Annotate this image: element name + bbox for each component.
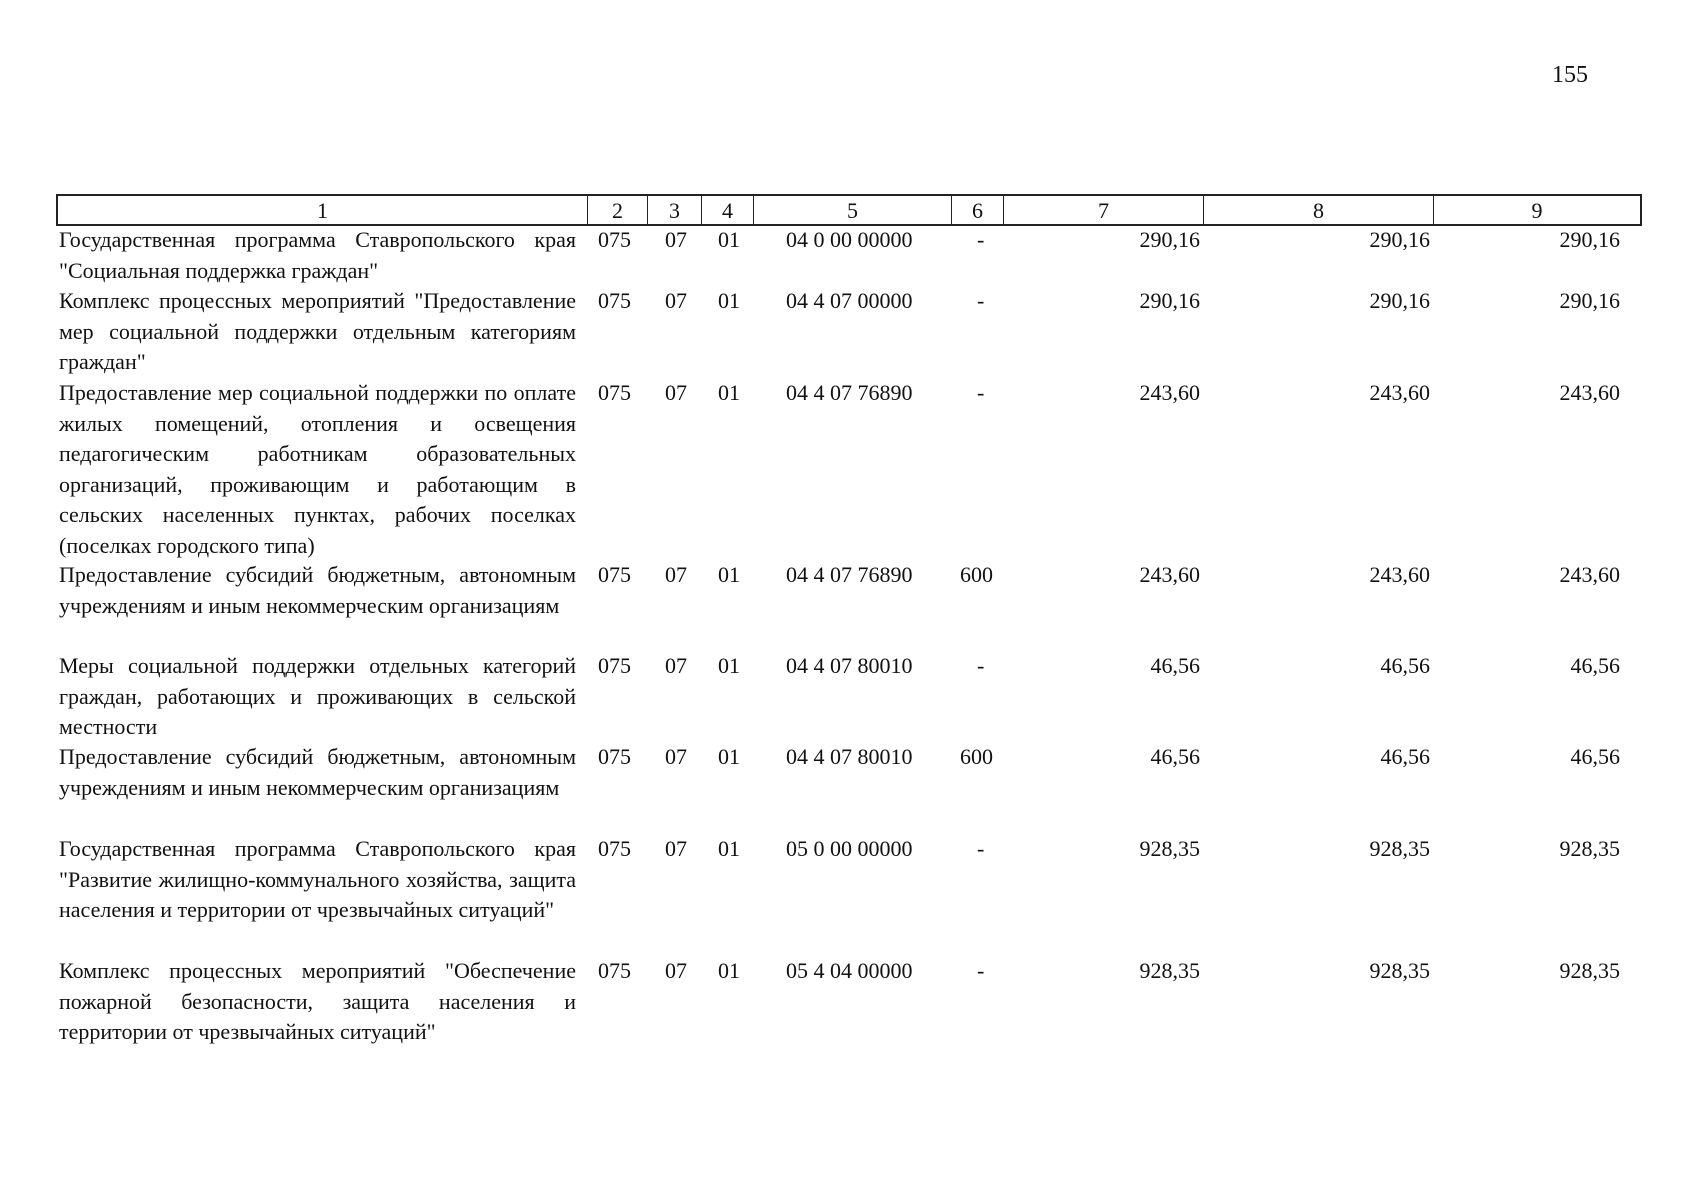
row-col-6: - bbox=[977, 380, 985, 405]
row-col-7: 46,56 bbox=[1150, 653, 1200, 678]
row-col-9: 290,16 bbox=[1559, 288, 1620, 313]
row-col-6: 600 bbox=[960, 562, 993, 587]
row-col-7: 46,56 bbox=[1150, 744, 1200, 769]
row-col-8: 243,60 bbox=[1369, 380, 1430, 405]
row-col-6: - bbox=[977, 958, 985, 983]
row-col-7: 290,16 bbox=[1139, 288, 1200, 313]
row-name: Предоставление мер социальной поддержки по оплате жилых помещений, отопления и освещения педагогическим работникам образовательных организаций, проживающим и работающим в сельских населенных пунктах, рабочих поселках (поселках городского типа) bbox=[59, 380, 576, 558]
row-col-9: 290,16 bbox=[1559, 227, 1620, 252]
row-col-7: 928,35 bbox=[1139, 836, 1200, 861]
header-col-6: 6 bbox=[952, 196, 1004, 224]
row-col-4: 01 bbox=[718, 288, 740, 313]
row-col-5: 04 4 07 00000 bbox=[786, 288, 913, 313]
row-col-6: - bbox=[977, 227, 985, 252]
row-name: Предоставление субсидий бюджетным, автономным учреждениям и иным некоммерческим организациям bbox=[59, 562, 576, 618]
row-col-8: 46,56 bbox=[1380, 744, 1430, 769]
row-col-6: - bbox=[977, 288, 985, 313]
row-col-7: 243,60 bbox=[1139, 562, 1200, 587]
header-col-2: 2 bbox=[588, 196, 648, 224]
table-header bbox=[56, 194, 1642, 226]
row-col-6: - bbox=[977, 836, 985, 861]
row-col-8: 928,35 bbox=[1369, 836, 1430, 861]
row-col-5: 04 4 07 76890 bbox=[786, 380, 913, 405]
row-col-6: 600 bbox=[960, 744, 993, 769]
row-col-2: 075 bbox=[598, 744, 631, 769]
row-col-9: 243,60 bbox=[1559, 380, 1620, 405]
row-col-3: 07 bbox=[665, 562, 687, 587]
row-col-5: 04 4 07 76890 bbox=[786, 562, 913, 587]
row-col-4: 01 bbox=[718, 836, 740, 861]
row-col-4: 01 bbox=[718, 380, 740, 405]
row-col-2: 075 bbox=[598, 958, 631, 983]
row-col-9: 46,56 bbox=[1570, 653, 1620, 678]
row-col-2: 075 bbox=[598, 227, 631, 252]
row-col-3: 07 bbox=[665, 227, 687, 252]
row-col-8: 290,16 bbox=[1369, 227, 1430, 252]
row-col-5: 05 4 04 00000 bbox=[786, 958, 913, 983]
header-col-3: 3 bbox=[648, 196, 702, 224]
row-col-2: 075 bbox=[598, 653, 631, 678]
row-col-4: 01 bbox=[718, 653, 740, 678]
row-col-9: 243,60 bbox=[1559, 562, 1620, 587]
header-col-5: 5 bbox=[754, 196, 952, 224]
row-name: Комплекс процессных мероприятий "Предоставление мер социальной поддержки отдельным категориям граждан" bbox=[59, 288, 576, 374]
row-col-3: 07 bbox=[665, 744, 687, 769]
row-col-3: 07 bbox=[665, 836, 687, 861]
row-col-2: 075 bbox=[598, 562, 631, 587]
row-col-5: 04 0 00 00000 bbox=[786, 227, 913, 252]
row-col-7: 243,60 bbox=[1139, 380, 1200, 405]
header-col-8: 8 bbox=[1204, 196, 1434, 224]
row-name: Государственная программа Ставропольского края "Развитие жилищно-коммунального хозяйства, защита населения и территории от чрезвычайных ситуаций" bbox=[59, 836, 576, 922]
row-col-3: 07 bbox=[665, 958, 687, 983]
row-col-3: 07 bbox=[665, 653, 687, 678]
row-col-2: 075 bbox=[598, 288, 631, 313]
row-col-2: 075 bbox=[598, 380, 631, 405]
row-col-3: 07 bbox=[665, 288, 687, 313]
row-col-5: 05 0 00 00000 bbox=[786, 836, 913, 861]
row-col-7: 928,35 bbox=[1139, 958, 1200, 983]
row-col-3: 07 bbox=[665, 380, 687, 405]
row-col-7: 290,16 bbox=[1139, 227, 1200, 252]
row-col-8: 46,56 bbox=[1380, 653, 1430, 678]
row-col-6: - bbox=[977, 653, 985, 678]
row-col-4: 01 bbox=[718, 227, 740, 252]
row-col-5: 04 4 07 80010 bbox=[786, 653, 913, 678]
row-col-9: 928,35 bbox=[1559, 836, 1620, 861]
row-col-4: 01 bbox=[718, 958, 740, 983]
row-name: Государственная программа Ставропольского края "Социальная поддержка граждан" bbox=[59, 227, 576, 283]
row-col-8: 290,16 bbox=[1369, 288, 1430, 313]
row-col-5: 04 4 07 80010 bbox=[786, 744, 913, 769]
row-name: Предоставление субсидий бюджетным, автономным учреждениям и иным некоммерческим организациям bbox=[59, 744, 576, 800]
header-col-4: 4 bbox=[702, 196, 754, 224]
row-col-2: 075 bbox=[598, 836, 631, 861]
header-col-9: 9 bbox=[1531, 198, 1543, 223]
row-col-4: 01 bbox=[718, 744, 740, 769]
row-col-9: 928,35 bbox=[1559, 958, 1620, 983]
header-col-1: 1 bbox=[58, 196, 588, 224]
header-col-7: 7 bbox=[1004, 196, 1204, 224]
row-col-8: 928,35 bbox=[1369, 958, 1430, 983]
row-col-4: 01 bbox=[718, 562, 740, 587]
row-name: Комплекс процессных мероприятий "Обеспечение пожарной безопасности, защита населения и территории от чрезвычайных ситуаций" bbox=[59, 958, 576, 1044]
page-number: 155 bbox=[1552, 62, 1588, 88]
row-col-9: 46,56 bbox=[1570, 744, 1620, 769]
row-col-8: 243,60 bbox=[1369, 562, 1430, 587]
row-name: Меры социальной поддержки отдельных категорий граждан, работающих и проживающих в сельской местности bbox=[59, 653, 576, 739]
